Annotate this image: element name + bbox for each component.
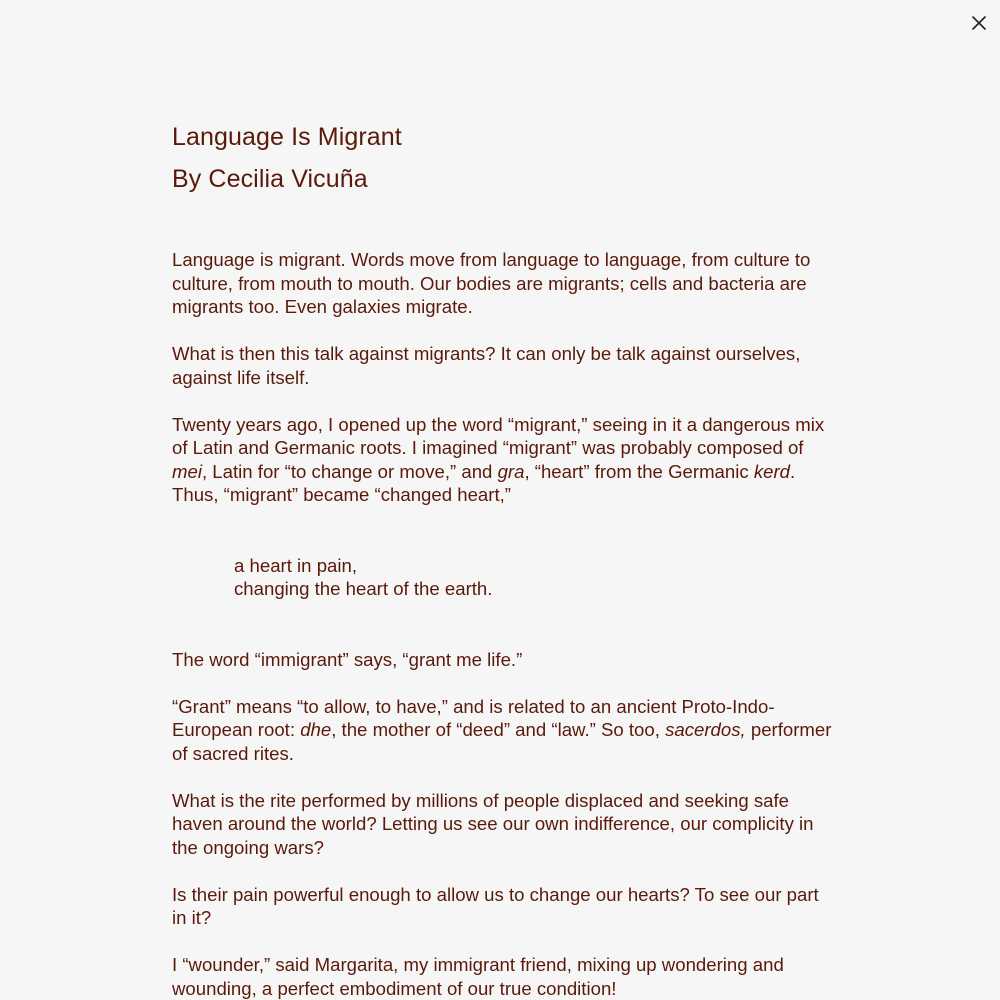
paragraph-1: Language is migrant. Words move from language to language, from culture to culture, from mouth to mouth. Our bodies are migrants; cells and bacteria are migrants too. Even galaxies migrate. <box>172 249 811 317</box>
article <box>172 116 837 1000</box>
paragraph-7: Is their pain powerful enough to allow us to change our hearts? To see our part in it? <box>172 883 819 928</box>
verse-line-1: a heart in pain, <box>234 554 358 576</box>
paragraph-6: What is the rite performed by millions of people displaced and seeking safe haven around the world? Letting us see our own indifference, our complicity in the ongoing wars? <box>172 789 814 858</box>
paragraph-5: “Grant” means “to allow, to have,” and is related to an ancient Proto-Indo-European root: dhe, the mother of “deed” and “law.” So too, sacerdos, performer of sacred rites. <box>172 695 832 764</box>
close-icon <box>971 15 987 31</box>
paragraph-4: The word “immigrant” says, “grant me life.” <box>172 648 523 670</box>
verse-line-2: changing the heart of the earth. <box>234 578 493 599</box>
article-byline: By Cecilia Vicuña <box>172 165 368 193</box>
verse-quote <box>234 554 837 601</box>
article-body <box>172 248 837 1000</box>
paragraph-2: What is then this talk against migrants? It can only be talk against ourselves, against life itself. <box>172 343 801 388</box>
article-title: Language Is Migrant <box>172 123 402 151</box>
paragraph-3: Twenty years ago, I opened up the word “migrant,” seeing in it a dangerous mix of Latin and Germanic roots. I imagined “migrant” was probably composed of mei, Latin for “to change or move,” and gra, “heart” from the Germanic kerd. Thus, “migrant” became “changed heart,” <box>172 413 825 505</box>
paragraph-8: I “wounder,” said Margarita, my immigrant friend, mixing up wondering and wounding, a perfect embodiment of our true condition! <box>172 954 784 999</box>
close-button[interactable] <box>966 10 992 36</box>
